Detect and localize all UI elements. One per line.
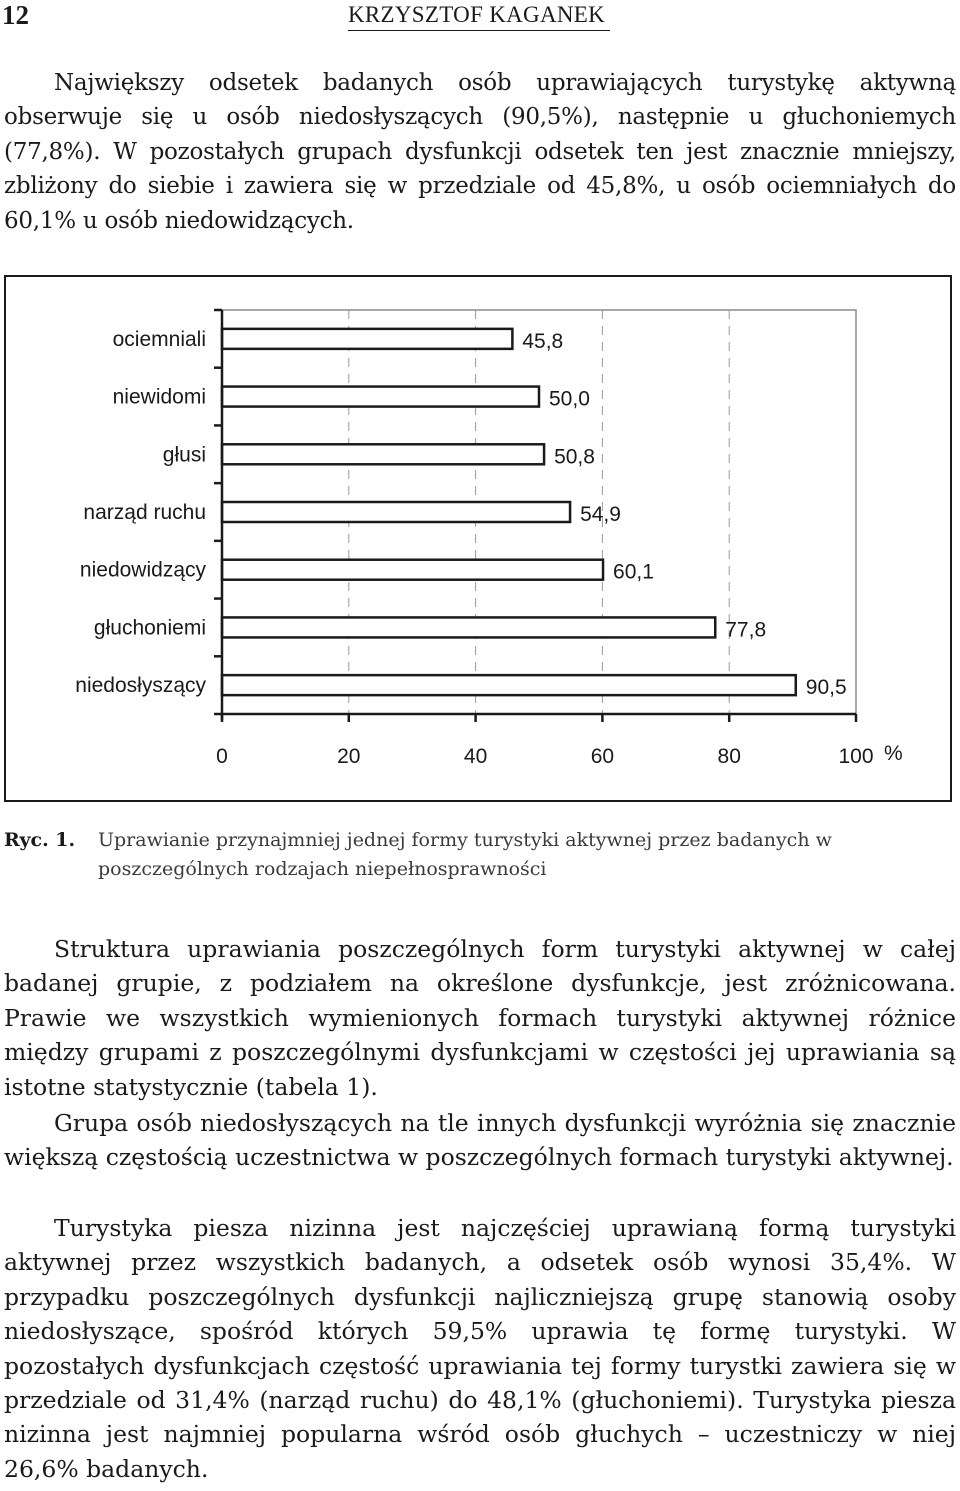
bar-value-label: 60,1 [613, 560, 654, 584]
paragraph-group: Grupa osób niedosłyszących na tle innych dysfunkcji wyróżnia się znacznie większą częstością uczestnictwa w poszczególnych formach turystyki aktywnej. [4, 1109, 956, 1172]
chart-border [5, 276, 951, 801]
bar-value-label: 45,8 [522, 329, 564, 353]
category-label: niewidomi [112, 385, 206, 409]
caption-label: Ryc. 1. [4, 829, 76, 851]
figure-chart [4, 275, 952, 802]
category-label: niedosłyszący [75, 674, 206, 698]
bar [222, 675, 796, 695]
x-tick-label: 40 [463, 745, 488, 768]
bar-value-label: 50,0 [549, 387, 590, 411]
page-header [0, 0, 960, 40]
x-tick-label: 80 [717, 745, 741, 768]
x-tick-label: 60 [590, 745, 615, 768]
bar [222, 560, 603, 580]
category-label: głuchoniemi [93, 616, 206, 640]
bar [222, 617, 715, 637]
caption-text: Uprawianie przynajmniej jednej formy turystyki aktywnej przez badanych w poszczególnych rodzajach niepełnosprawności [98, 829, 832, 880]
x-tick-label: 0 [216, 745, 228, 768]
page-number: 12 [2, 0, 29, 30]
paragraph-intro: Największy odsetek badanych osób uprawiających turystykę aktywną obserwuje się u osób niedosłyszących (90,5%), następnie u głuchoniemych (77,8%). W pozostałych grupach dysfunkcji odsetek ten jest znacznie mniejszy, zbliżony do siebie i zawiera się w przedziale od 45,8%, u osób ociemniałych do 60,1% u osób niedowidzących. [4, 70, 956, 234]
bar-value-label: 77,8 [725, 618, 767, 642]
category-label: niedowidzący [79, 558, 206, 582]
x-tick-label: 100 [838, 745, 874, 768]
category-label: ociemniali [112, 327, 206, 351]
bar [222, 444, 544, 464]
category-label: narząd ruchu [83, 501, 206, 524]
bar-value-label: 54,9 [580, 503, 621, 526]
bar [222, 329, 512, 349]
bar-chart [4, 275, 952, 802]
bar-value-label: 50,8 [554, 445, 595, 469]
category-label: głusi [162, 443, 206, 467]
paragraph-structure: Struktura uprawiania poszczególnych form turystyki aktywnej w całej badanej grupie, z podziałem na określone dysfunkcje, jest zróżnicowana. Prawie we wszystkich wymienionych formach turystyki aktywnej różnice między grupami z poszczególnymi dysfunkcjami w częstości jej uprawiania są istotne statystycznie (tabela 1). [4, 935, 956, 1101]
bar-value-label: 90,5 [805, 676, 847, 700]
running-head: KRZYSZTOF KAGANEK [348, 2, 610, 31]
x-tick-label: 20 [337, 745, 361, 768]
bar [222, 387, 539, 407]
paragraph-hiking: Turystyka piesza nizinna jest najczęściej uprawianą formą turystyki aktywnej przez wszystkich badanych, a odsetek osób wynosi 35,4%. W przypadku poszczególnych dysfunkcji najliczniejszą grupę stanowią osoby niedosłyszące, spośród których 59,5% uprawia tę formę turystyki. W pozostałych dysfunkcjach częstość uprawiania tej formy turystki zawiera się w przedziale od 31,4% (narząd ruchu) do 48,1% (głuchoniemi). Turystyka piesza nizinna jest najmniej popularna wśród osób głuchych – uczestniczy w niej 26,6% badanych. [4, 1214, 956, 1483]
x-axis-unit: % [884, 742, 903, 765]
bar [222, 502, 570, 522]
